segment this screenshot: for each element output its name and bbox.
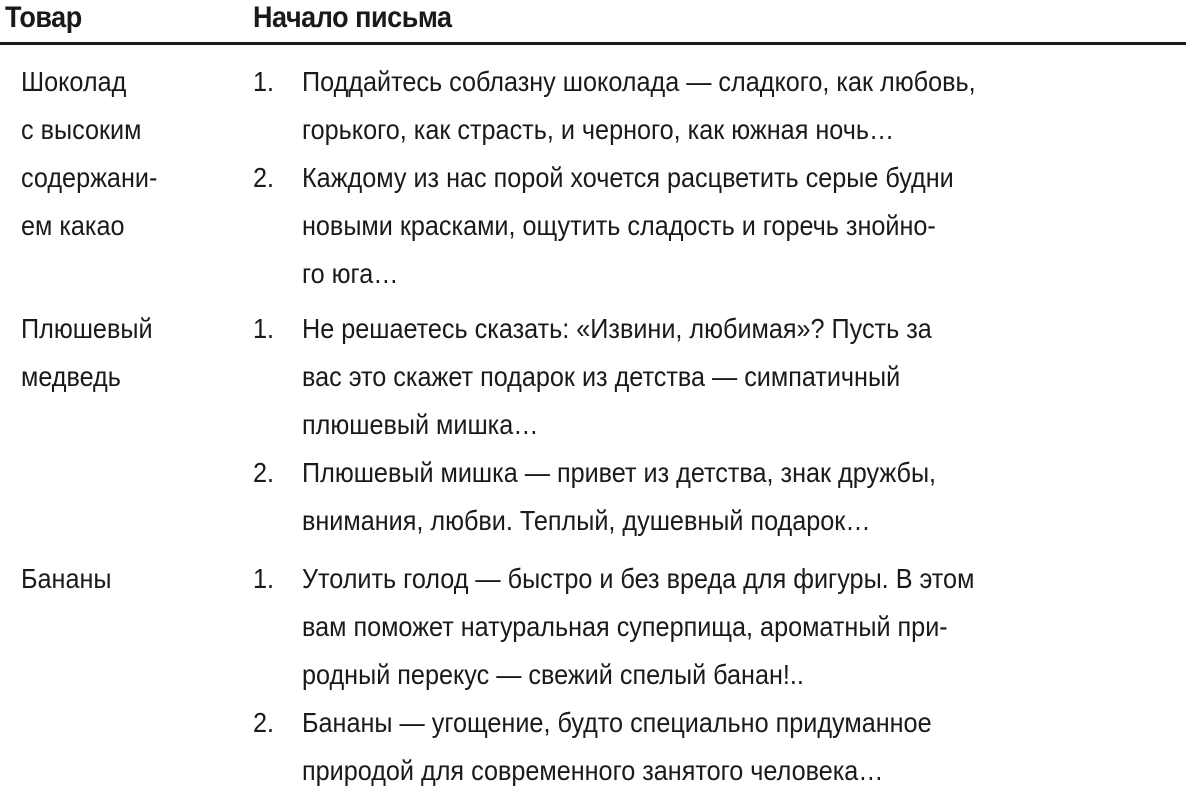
letter-starts-list xyxy=(253,305,958,545)
product-line: Плюшевый xyxy=(21,313,153,344)
table-header xyxy=(0,0,1186,44)
item-text xyxy=(302,305,936,449)
list-item xyxy=(253,555,1000,699)
text-line: горького, как страсть, и черного, как южная ночь… xyxy=(302,114,895,145)
text-line: вас это скажет подарок из детства — симпатичный xyxy=(302,361,901,392)
item-text xyxy=(302,154,976,298)
product-line: Шоколад xyxy=(21,66,127,97)
header-divider xyxy=(0,42,1186,45)
product-cell xyxy=(21,555,112,603)
text-line: Бананы — угощение, будто специально придуманное xyxy=(302,707,932,738)
text-line: природой для современного занятого человека… xyxy=(302,755,884,786)
item-number: 1. xyxy=(253,563,275,594)
list-item xyxy=(253,154,1001,298)
item-number: 1. xyxy=(253,313,275,344)
list-item xyxy=(253,58,1001,154)
text-line: плюшевый мишка… xyxy=(302,409,539,440)
text-line: го юга… xyxy=(302,258,399,289)
text-line: вам поможет натуральная суперпища, ароматный при- xyxy=(302,611,948,642)
text-line: Не решаетесь сказать: «Извини, любимая»? Пусть за xyxy=(302,313,932,344)
letter-starts-list xyxy=(253,58,1001,298)
item-number: 2. xyxy=(253,707,275,738)
product-line: ем какао xyxy=(21,210,125,241)
item-text xyxy=(302,449,936,545)
text-line: внимания, любви. Теплый, душевный подарок… xyxy=(302,505,871,536)
product-cell xyxy=(21,305,153,401)
column-header-letter-start: Начало письма xyxy=(253,1,452,34)
product-line: содержани- xyxy=(21,162,158,193)
list-item xyxy=(253,305,958,449)
text-line: Плюшевый мишка — привет из детства, знак дружбы, xyxy=(302,457,937,488)
item-number: 2. xyxy=(253,457,275,488)
item-number: 1. xyxy=(253,66,275,97)
list-item xyxy=(253,449,958,545)
item-text xyxy=(302,58,976,154)
item-text xyxy=(302,555,974,699)
product-line: с высоким xyxy=(21,114,142,145)
text-line: Поддайтесь соблазну шоколада — сладкого, как любовь, xyxy=(302,66,976,97)
product-line: медведь xyxy=(21,361,121,392)
letter-starts-list xyxy=(253,555,1000,795)
text-line: Каждому из нас порой хочется расцветить серые будни xyxy=(302,162,954,193)
item-number: 2. xyxy=(253,162,275,193)
text-line: родный перекус — свежий спелый банан!.. xyxy=(302,659,804,690)
text-line: Утолить голод — быстро и без вреда для фигуры. В этом xyxy=(302,563,975,594)
text-line: новыми красками, ощутить сладость и горечь знойно- xyxy=(302,210,936,241)
column-header-product: Товар xyxy=(5,1,82,34)
product-cell xyxy=(21,58,157,250)
product-line: Бананы xyxy=(21,563,112,594)
